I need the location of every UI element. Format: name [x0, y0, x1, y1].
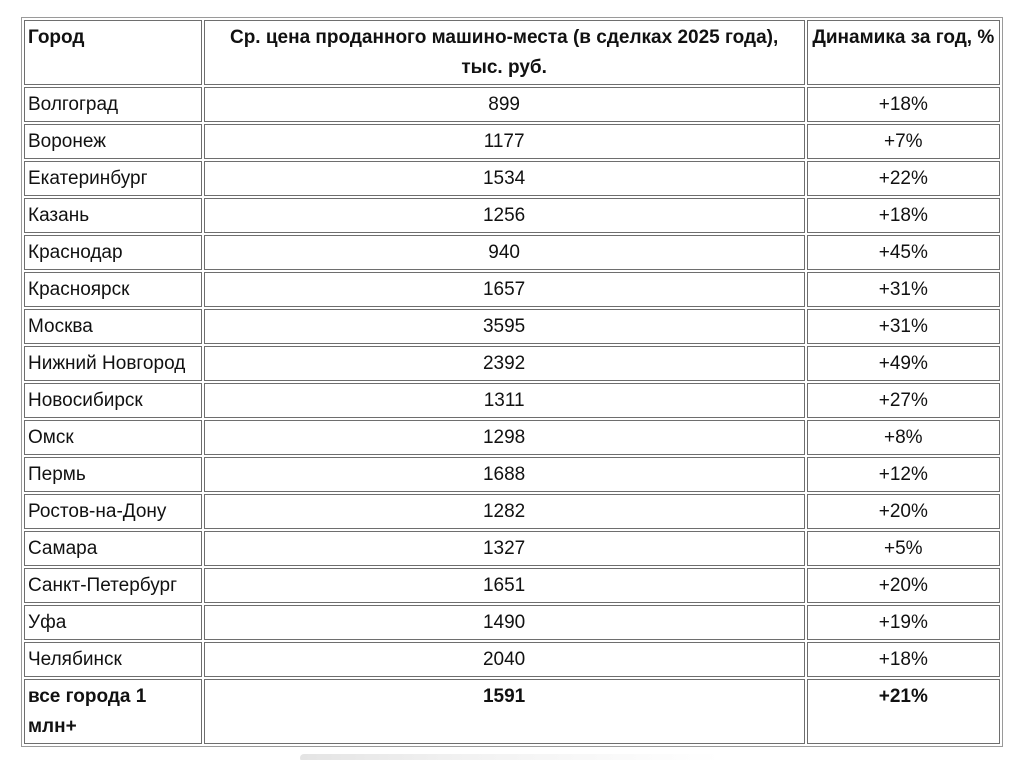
dynamics-cell: +18%	[807, 642, 1000, 677]
bottom-shadow	[300, 754, 720, 760]
table-row	[24, 87, 1000, 122]
city-cell: Казань	[24, 198, 202, 233]
city-cell: Красноярск	[24, 272, 202, 307]
dynamics-cell: +49%	[807, 346, 1000, 381]
total-row	[24, 679, 1000, 744]
city-cell: Нижний Новгород	[24, 346, 202, 381]
city-cell: Ростов-на-Дону	[24, 494, 202, 529]
price-cell: 1657	[204, 272, 805, 307]
price-cell: 1177	[204, 124, 805, 159]
city-cell: Екатеринбург	[24, 161, 202, 196]
dynamics-cell: +19%	[807, 605, 1000, 640]
dynamics-cell: +31%	[807, 272, 1000, 307]
dynamics-cell: +18%	[807, 87, 1000, 122]
table-row	[24, 309, 1000, 344]
city-cell: Уфа	[24, 605, 202, 640]
table-row	[24, 642, 1000, 677]
city-cell: Москва	[24, 309, 202, 344]
table-row	[24, 124, 1000, 159]
price-cell: 1327	[204, 531, 805, 566]
table-row	[24, 531, 1000, 566]
price-cell: 2392	[204, 346, 805, 381]
table-row	[24, 235, 1000, 270]
dynamics-cell: +12%	[807, 457, 1000, 492]
table-row	[24, 383, 1000, 418]
city-cell: Краснодар	[24, 235, 202, 270]
city-cell: Самара	[24, 531, 202, 566]
total-price-cell: 1591	[204, 679, 805, 744]
dynamics-cell: +5%	[807, 531, 1000, 566]
parking-price-table	[21, 17, 1003, 747]
price-cell: 1534	[204, 161, 805, 196]
dynamics-cell: +18%	[807, 198, 1000, 233]
header-row	[24, 20, 1000, 85]
dynamics-cell: +27%	[807, 383, 1000, 418]
price-cell: 1311	[204, 383, 805, 418]
price-cell: 2040	[204, 642, 805, 677]
total-dynamics-cell: +21%	[807, 679, 1000, 744]
dynamics-cell: +31%	[807, 309, 1000, 344]
price-cell: 940	[204, 235, 805, 270]
price-cell: 1688	[204, 457, 805, 492]
price-cell: 1651	[204, 568, 805, 603]
header-price: Ср. цена проданного машино-места (в сделках 2025 года), тыс. руб.	[204, 20, 805, 85]
city-cell: Волгоград	[24, 87, 202, 122]
price-cell: 1490	[204, 605, 805, 640]
city-cell: Челябинск	[24, 642, 202, 677]
dynamics-cell: +20%	[807, 494, 1000, 529]
city-cell: Воронеж	[24, 124, 202, 159]
table-row	[24, 272, 1000, 307]
dynamics-cell: +20%	[807, 568, 1000, 603]
table-row	[24, 198, 1000, 233]
city-cell: Новосибирск	[24, 383, 202, 418]
table-row	[24, 457, 1000, 492]
table-row	[24, 346, 1000, 381]
price-cell: 1298	[204, 420, 805, 455]
price-cell: 1282	[204, 494, 805, 529]
table-row	[24, 605, 1000, 640]
city-cell: Санкт-Петербург	[24, 568, 202, 603]
price-cell: 1256	[204, 198, 805, 233]
table-row	[24, 568, 1000, 603]
table-row	[24, 161, 1000, 196]
price-cell: 3595	[204, 309, 805, 344]
price-cell: 899	[204, 87, 805, 122]
city-cell: Пермь	[24, 457, 202, 492]
header-dynamics: Динамика за год, %	[807, 20, 1000, 85]
city-cell: Омск	[24, 420, 202, 455]
dynamics-cell: +8%	[807, 420, 1000, 455]
dynamics-cell: +45%	[807, 235, 1000, 270]
table-body	[24, 87, 1000, 744]
table-row	[24, 494, 1000, 529]
table-row	[24, 420, 1000, 455]
dynamics-cell: +7%	[807, 124, 1000, 159]
total-city-cell: все города 1 млн+	[24, 679, 202, 744]
header-city: Город	[24, 20, 202, 85]
dynamics-cell: +22%	[807, 161, 1000, 196]
